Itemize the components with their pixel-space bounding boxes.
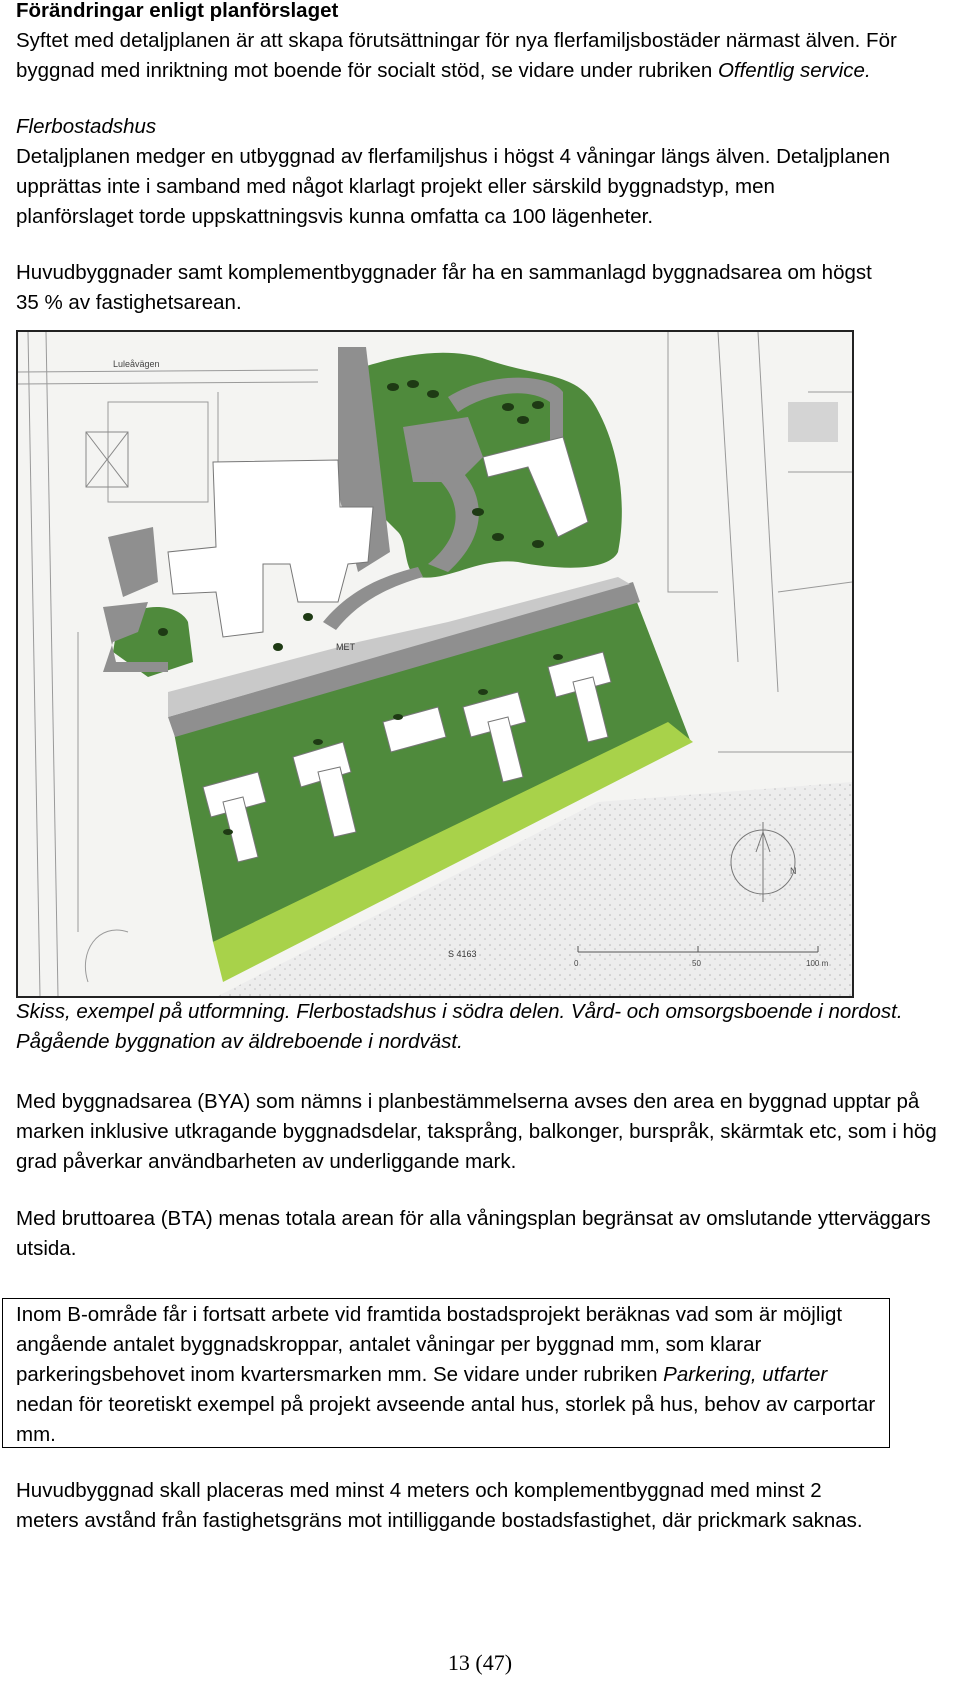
road-label: Luleåvägen xyxy=(113,359,160,369)
flerbostadshus-paragraph-2: Huvudbyggnader samt komplementbyggnader får ha en sammanlagd byggnadsarea om högst 35 % av fastighetsarean. xyxy=(16,261,872,314)
flerbostadshus-subheading: Flerbostadshus xyxy=(16,115,157,138)
boxed-note-prefix: Inom B-område får i fortsatt arbete vid framtida bostadsprojekt beräknas vad som är möjligt angående antalet byggnadskroppar, antalet våningar per byggnad mm, som klarar parkeringsbehovet inom kvartersmarken mm. Se vidare under rubriken xyxy=(16,1303,843,1386)
figure-caption: Skiss, exempel på utformning. Flerbostadshus i södra delen. Vård- och omsorgsboende i nordost. Pågående byggnation av äldreboende i nordväst. xyxy=(16,1000,903,1053)
site-plan-figure xyxy=(16,330,854,998)
scale-label-0: 0 xyxy=(574,959,579,968)
section-heading: Förändringar enligt planförslaget xyxy=(16,0,339,22)
offentlig-service-ref: Offentlig service. xyxy=(717,59,871,82)
bya-definition: Med byggnadsarea (BYA) som nämns i planbestämmelserna avses den area en byggnad upptar på marken inklusive utkragande byggnadsdelar, taksprång, balkonger, burspråk, skärmtak etc, som i hög grad påverkar användbarheten av underliggande mark. xyxy=(16,1090,937,1173)
flerbostadshus-paragraph-1: Detaljplanen medger en utbyggnad av flerfamiljshus i högst 4 våningar längs älven. Detaljplanen upprättas inte i samband med något klarlagt projekt eller särskild byggnadstyp, men planförslaget torde uppskattningsvis kunna omfatta ca 100 lägenheter. xyxy=(16,145,891,228)
boxed-note-suffix: nedan för teoretiskt exempel på projekt avseende antal hus, storlek på hus, behov av carportar mm. xyxy=(16,1393,876,1446)
placement-paragraph: Huvudbyggnad skall placeras med minst 4 meters och komplementbyggnad med minst 2 meters avstånd från fastighetsgräns mot intilliggande bostadsfastighet, där prickmark saknas. xyxy=(16,1479,863,1532)
site-plan-svg xyxy=(18,332,852,996)
north-label: N xyxy=(790,866,797,876)
bta-definition: Med bruttoarea (BTA) menas totala arean för alla våningsplan begränsat av omslutande ytterväggars utsida. xyxy=(16,1207,931,1260)
intro-paragraph xyxy=(16,26,951,86)
boxed-note xyxy=(2,1298,890,1448)
page-number: 13 (47) xyxy=(447,1650,513,1675)
property-label: S 4163 xyxy=(448,949,477,959)
boxed-note-text xyxy=(16,1300,876,1450)
intro-text: Syftet med detaljplanen är att skapa förutsättningar för nya flerfamiljsbostäder närmast älven. För byggnad med inriktning mot boende för socialt stöd, se vidare under rubriken xyxy=(16,29,897,82)
met-label: MET xyxy=(336,642,355,652)
gray-block-top-right xyxy=(788,402,838,442)
parkering-utfarter-ref: Parkering, utfarter xyxy=(663,1363,828,1386)
scale-label-50: 50 xyxy=(692,959,701,968)
scale-label-100: 100 m xyxy=(806,959,829,968)
